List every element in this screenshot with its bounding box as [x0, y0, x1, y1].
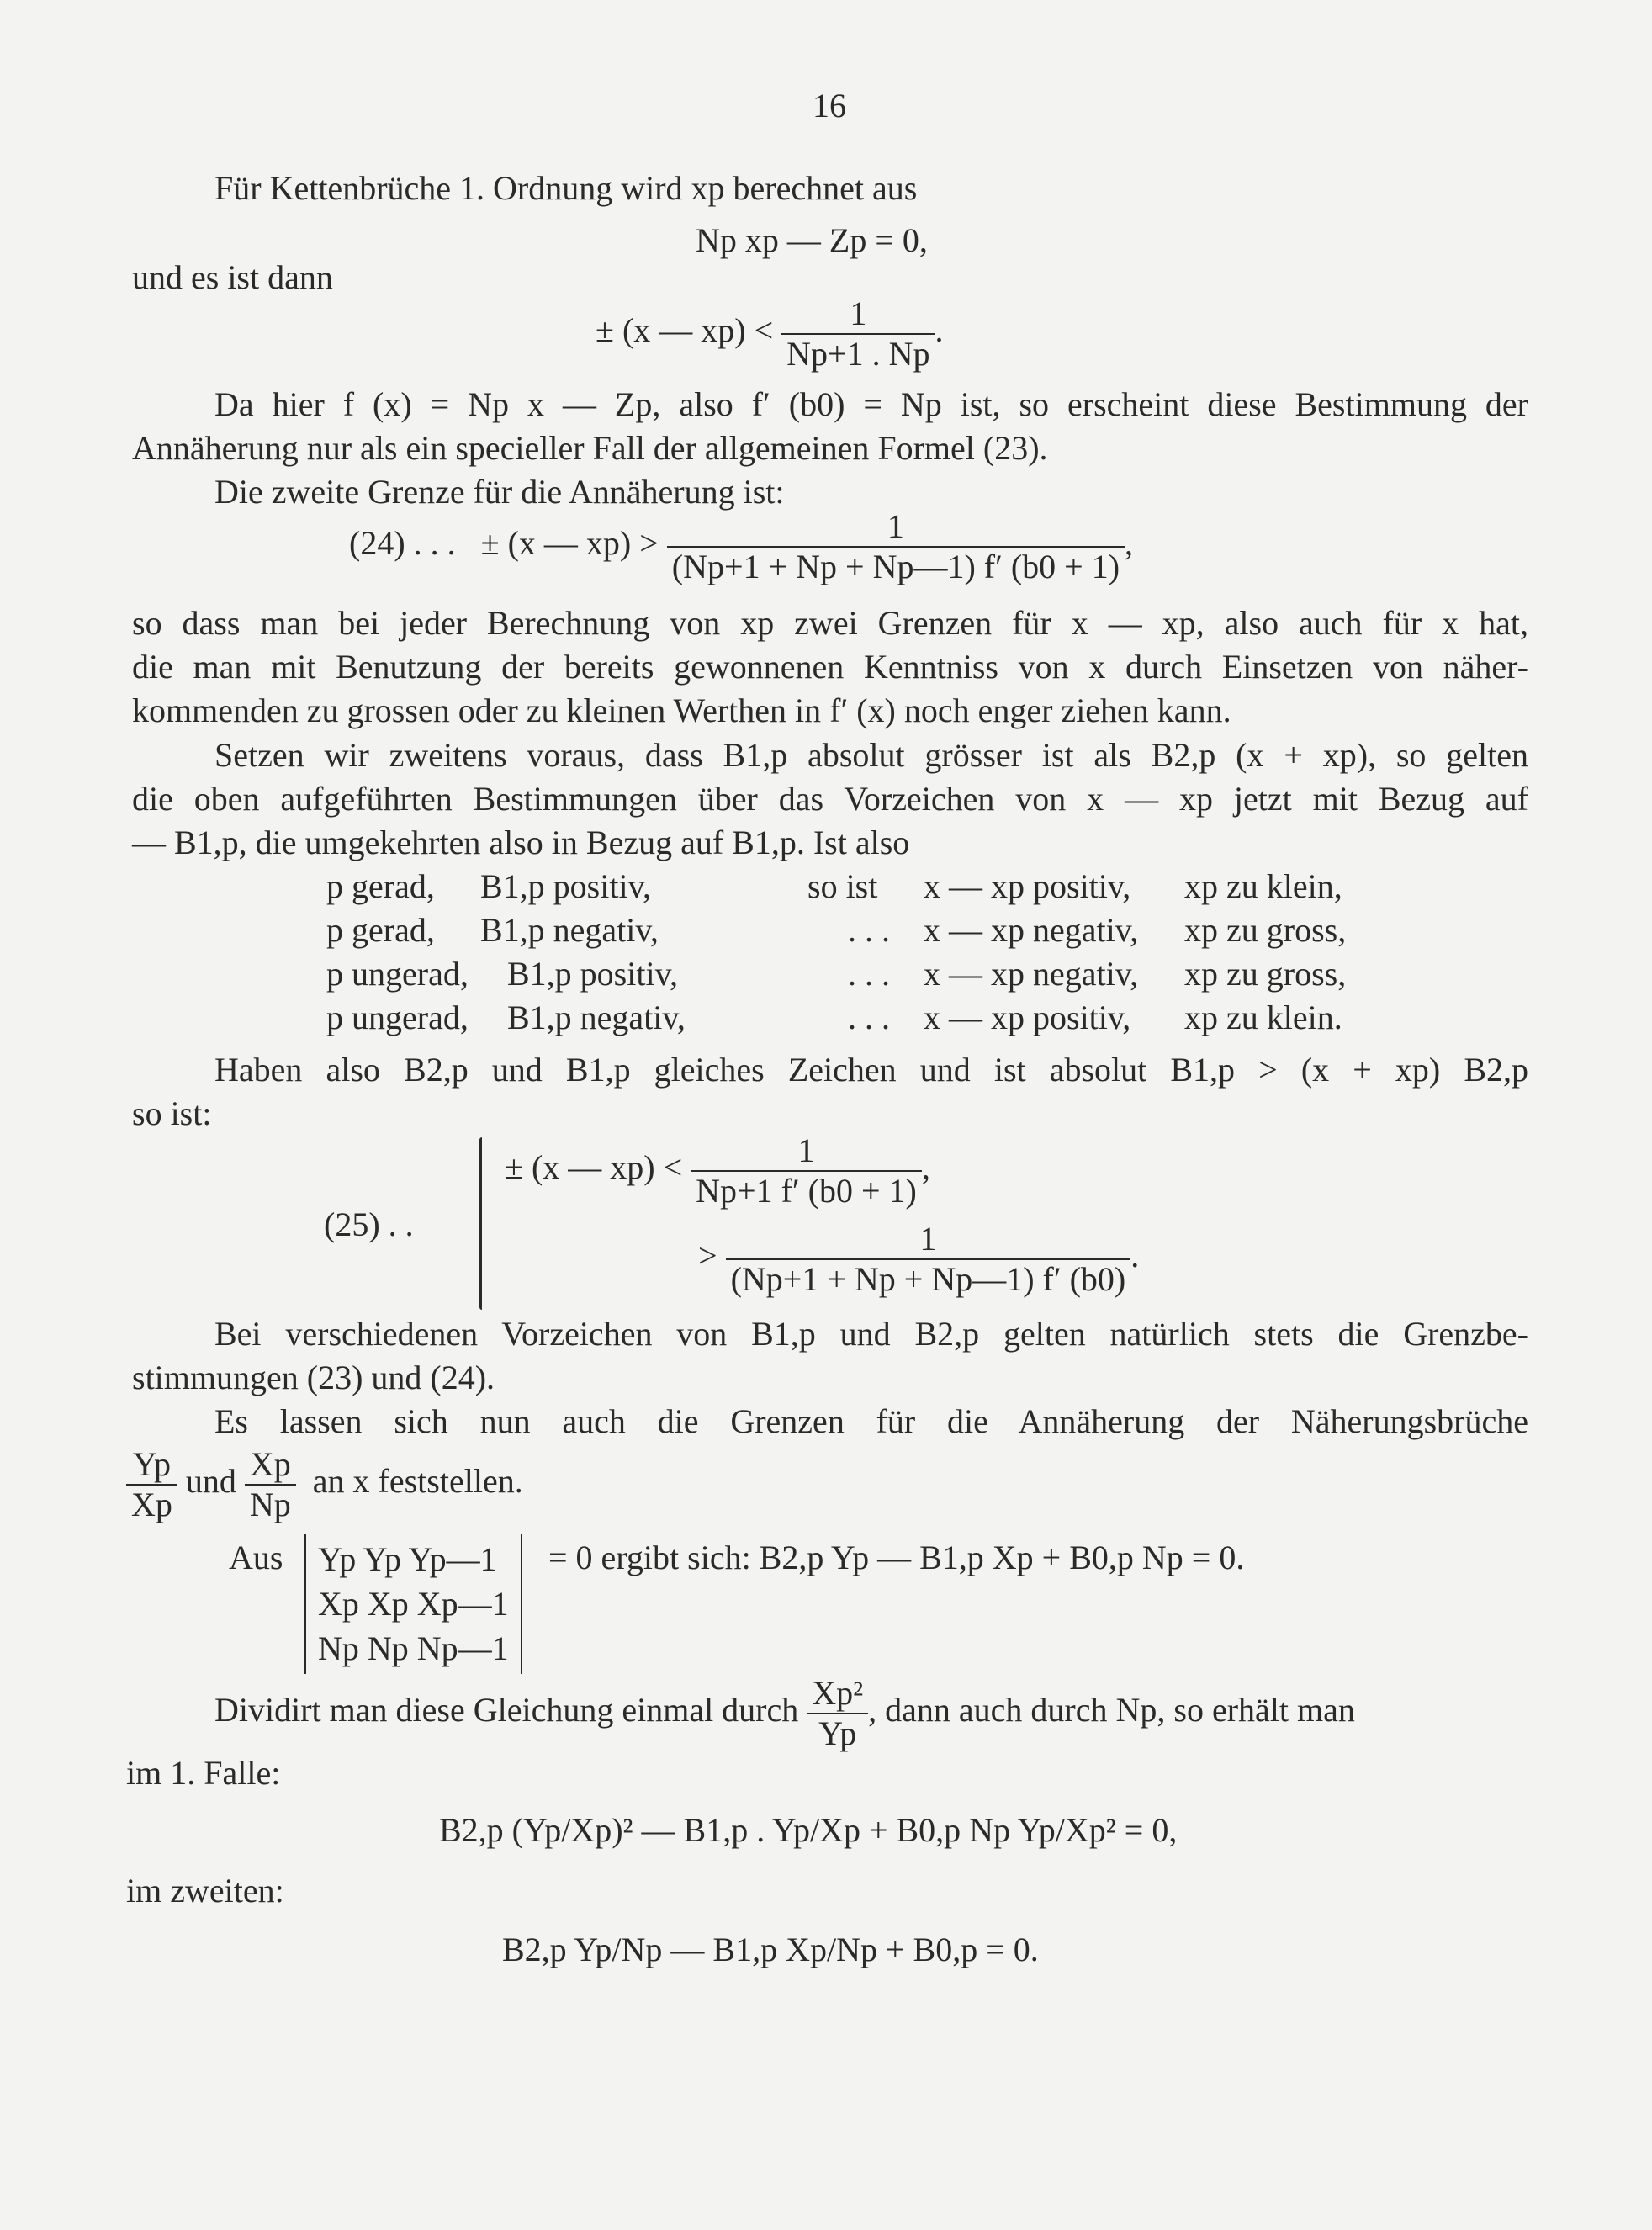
table-cell: B1,p negativ,	[507, 998, 686, 1036]
text-line: stimmungen (23) und (24).	[132, 1359, 495, 1396]
brace	[479, 1137, 482, 1310]
table-cell: . . .	[848, 955, 890, 993]
table-cell: xp zu gross,	[1184, 911, 1347, 949]
page-number: 16	[813, 87, 846, 124]
text-line: kommenden zu grossen oder zu kleinen Werthen in f′ (x) noch enger ziehen kann.	[132, 691, 1231, 729]
fraction-line	[126, 1445, 523, 1524]
equation-lhs: ± (x — xp) >	[480, 524, 659, 563]
table-cell: so ist	[807, 867, 878, 905]
text-line: und es ist dann	[132, 258, 333, 296]
fraction	[726, 1220, 1131, 1299]
fraction	[807, 1674, 868, 1753]
denominator: (Np+1 + Np + Np—1) f′ (b0 + 1)	[667, 546, 1125, 586]
denominator: (Np+1 + Np + Np—1) f′ (b0)	[726, 1258, 1131, 1299]
text-line	[214, 1674, 1355, 1753]
table-cell: xp zu klein.	[1184, 998, 1342, 1036]
text-aus: Aus	[229, 1539, 283, 1576]
equation-bound	[596, 294, 944, 373]
equation-end: .	[1130, 1237, 1140, 1275]
equation-end: ,	[921, 1148, 930, 1187]
determinant-row: Yp Yp Yp—1	[318, 1540, 497, 1578]
text-line: — B1,p, die umgekehrten also in Bezug auf B1,p. Ist also	[132, 824, 910, 861]
numerator: 1	[919, 1220, 937, 1258]
fraction	[667, 507, 1125, 586]
table-cell: xp zu gross,	[1184, 955, 1347, 993]
table-cell: x — xp negativ,	[924, 911, 1139, 949]
text-line: Die zweite Grenze für die Annäherung ist:	[214, 473, 785, 511]
table-cell: x — xp negativ,	[924, 955, 1139, 993]
equation-label: (24) . . .	[349, 524, 456, 563]
equation-label: (25) . .	[324, 1205, 414, 1243]
numerator: Yp	[132, 1445, 172, 1483]
numerator: 1	[887, 507, 904, 545]
denominator: Yp	[807, 1713, 868, 1753]
equation-24	[349, 507, 1133, 586]
table-cell: x — xp positiv,	[924, 998, 1131, 1036]
table-cell: x — xp positiv,	[924, 867, 1131, 905]
table-cell: B1,p positiv,	[507, 955, 678, 993]
fraction	[245, 1445, 296, 1524]
numerator: Xp²	[812, 1674, 864, 1712]
equation-lhs: ± (x — xp) <	[596, 311, 774, 350]
text-line: Bei verschiedenen Vorzeichen von B1,p und B2,p gelten natürlich stets die Grenzbe-	[214, 1315, 1528, 1353]
text-part: Dividirt man diese Gleichung einmal durch	[214, 1691, 799, 1729]
equation: B2,p Yp/Np — B1,p Xp/Np + B0,p = 0.	[502, 1931, 1039, 1968]
equation-lhs: ± (x — xp) <	[505, 1148, 683, 1187]
equation: Np xp — Zp = 0,	[696, 221, 928, 259]
text-line: so ist:	[132, 1094, 212, 1132]
text-line: Haben also B2,p und B1,p gleiches Zeichen und ist absolut B1,p > (x + xp) B2,p	[214, 1051, 1528, 1089]
text-und: und	[185, 1462, 236, 1501]
equation: B2,p (Yp/Xp)² — B1,p . Yp/Xp + B0,p Np Yp/Xp² = 0,	[439, 1811, 1178, 1849]
denominator: Np+1 . Np	[781, 333, 935, 373]
denominator: Np	[245, 1484, 296, 1524]
determinant-row: Np Np Np—1	[318, 1629, 509, 1667]
equation-lhs: >	[698, 1237, 717, 1275]
table-cell: B1,p positiv,	[480, 867, 651, 905]
table-cell: . . .	[848, 911, 890, 949]
determinant	[304, 1534, 522, 1674]
equation-end: .	[935, 311, 944, 350]
determinant-row: Xp Xp Xp—1	[318, 1584, 509, 1623]
numerator: 1	[797, 1131, 815, 1169]
numerator: Xp	[249, 1445, 291, 1483]
numerator: 1	[850, 294, 867, 332]
text-line: Es lassen sich nun auch die Grenzen für die Annäherung der Näherungsbrüche	[214, 1402, 1528, 1440]
text-line: die man mit Benutzung der bereits gewonnenen Kenntniss von x durch Einsetzen von näher-	[132, 648, 1528, 686]
equation: = 0 ergibt sich: B2,p Yp — B1,p Xp + B0,p Np = 0.	[548, 1539, 1245, 1576]
text-line: an x feststellen.	[312, 1462, 523, 1501]
text-line: im zweiten:	[126, 1872, 284, 1910]
text-line: im 1. Falle:	[126, 1754, 281, 1792]
table-cell: p ungerad,	[326, 955, 469, 993]
table-cell: B1,p negativ,	[480, 911, 659, 949]
text-part: , dann auch durch Np, so erhält man	[868, 1691, 1355, 1729]
text-line: Da hier f (x) = Np x — Zp, also f′ (b0) = Np ist, so erscheint diese Bestimmung der	[214, 385, 1528, 423]
equation-25a	[505, 1131, 930, 1210]
text-line: so dass man bei jeder Berechnung von xp zwei Grenzen für x — xp, also auch für x hat,	[132, 604, 1528, 642]
table-cell: p ungerad,	[326, 998, 469, 1036]
equation-25b	[698, 1220, 1139, 1299]
text-line: Annäherung nur als ein specieller Fall der allgemeinen Formel (23).	[132, 429, 1048, 467]
table-cell: . . .	[848, 998, 890, 1036]
equation-end: ,	[1125, 524, 1134, 563]
table-cell: p gerad,	[326, 867, 435, 905]
text-line: die oben aufgeführten Bestimmungen über das Vorzeichen von x — xp jetzt mit Bezug auf	[132, 780, 1528, 818]
denominator: Np+1 f′ (b0 + 1)	[691, 1170, 922, 1210]
fraction	[691, 1131, 922, 1210]
table-cell: p gerad,	[326, 911, 435, 949]
fraction	[126, 1445, 177, 1524]
fraction	[781, 294, 935, 373]
text-line: Für Kettenbrüche 1. Ordnung wird xp berechnet aus	[214, 169, 918, 207]
text-line: Setzen wir zweitens voraus, dass B1,p absolut grösser ist als B2,p (x + xp), so gelten	[214, 736, 1528, 774]
table-cell: xp zu klein,	[1184, 867, 1342, 905]
denominator: Xp	[126, 1484, 177, 1524]
